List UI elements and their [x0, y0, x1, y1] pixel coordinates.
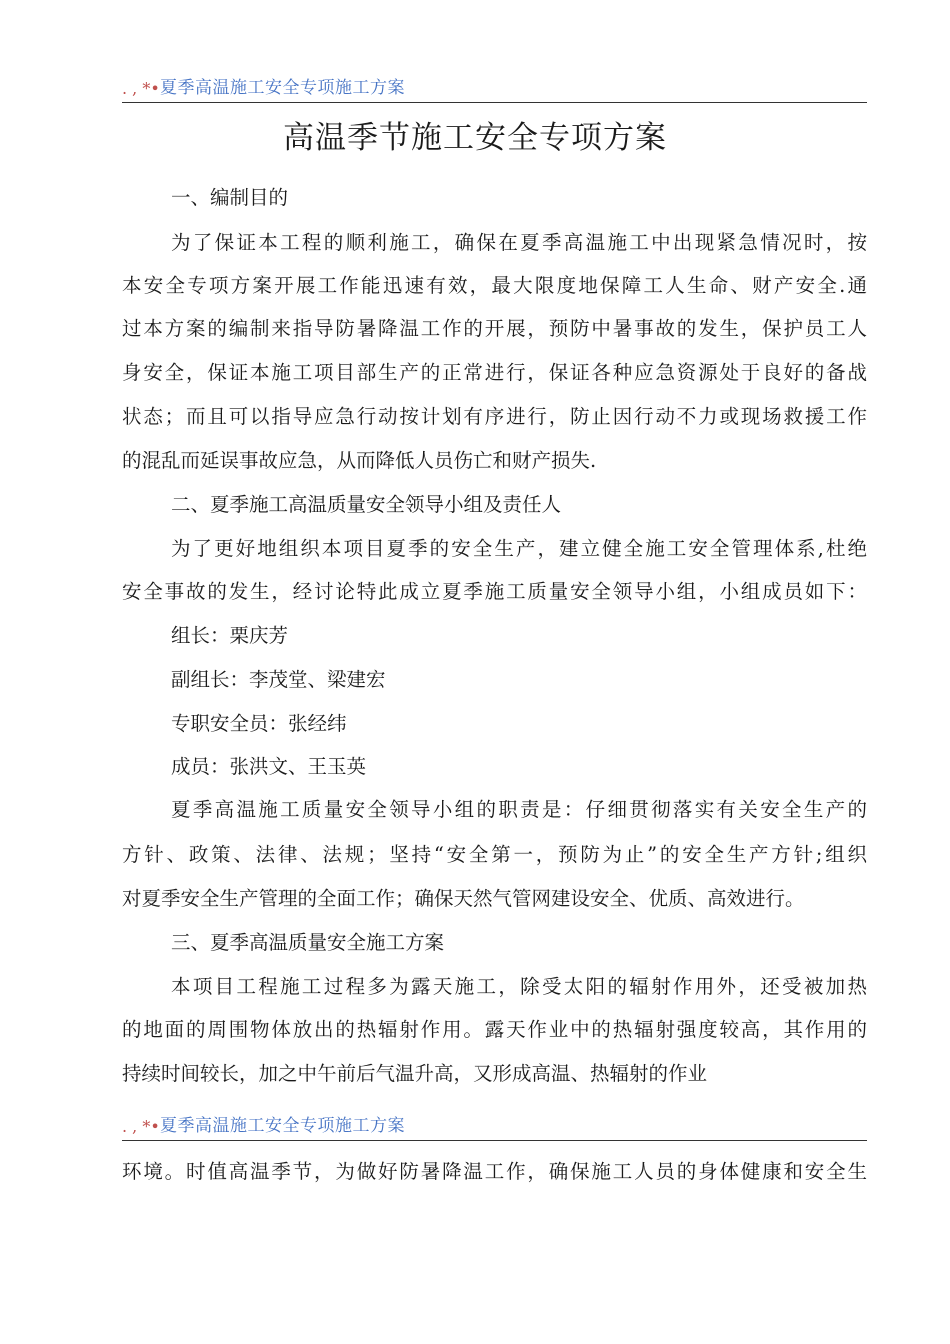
page-header: [122, 72, 867, 103]
section-heading: 二、夏季施工高温质量安全领导小组及责任人: [171, 493, 562, 516]
paragraph-line: 身安全，保证本施工项目部生产的正常进行，保证各种应急资源处于良好的备战: [122, 361, 867, 384]
paragraph-line: 的混乱而延误事故应急，从而降低人员伤亡和财产损失.: [122, 449, 597, 472]
paragraph-line: 过本方案的编制来指导防暑降温工作的开展，预防中暑事故的发生，保护员工人: [122, 317, 867, 340]
member-line: 专职安全员：张经纬: [171, 712, 347, 735]
header-mark: . , *•: [122, 79, 160, 98]
paragraph-line: 本安全专项方案开展工作能迅速有效，最大限度地保障工人生命、财产安全.通: [122, 274, 867, 297]
header-mark: . , *•: [122, 1117, 160, 1136]
paragraph-line: 本项目工程施工过程多为露天施工，除受太阳的辐射作用外，还受被加热: [171, 975, 867, 998]
section-heading: 一、编制目的: [171, 186, 289, 209]
paragraph-line: 为了保证本工程的顺利施工，确保在夏季高温施工中出现紧急情况时，按: [171, 231, 867, 254]
member-line: 组长：栗庆芳: [171, 624, 289, 647]
header-title: 夏季高温施工安全专项施工方案: [160, 78, 405, 98]
paragraph-line: 夏季高温施工质量安全领导小组的职责是：仔细贯彻落实有关安全生产的: [171, 798, 867, 821]
paragraph-line: 的地面的周围物体放出的热辐射作用。露天作业中的热辐射强度较高，其作用的: [122, 1018, 867, 1041]
section-heading: 三、夏季高温质量安全施工方案: [171, 931, 445, 954]
paragraph-line: 对夏季安全生产管理的全面工作；确保天然气管网建设安全、优质、高效进行。: [122, 887, 805, 910]
document-title: 高温季节施工安全专项方案: [283, 120, 667, 156]
member-line: 副组长：李茂堂、梁建宏: [171, 668, 386, 691]
page-header: [122, 1110, 867, 1141]
paragraph-line: 状态；而且可以指导应急行动按计划有序进行，防止因行动不力或现场救援工作: [122, 405, 867, 428]
paragraph-line: 安全事故的发生，经讨论特此成立夏季施工质量安全领导小组，小组成员如下：: [122, 580, 867, 603]
paragraph-line: 环境。时值高温季节，为做好防暑降温工作，确保施工人员的身体健康和安全生: [122, 1160, 867, 1183]
header-title: 夏季高温施工安全专项施工方案: [160, 1116, 405, 1136]
paragraph-line: 为了更好地组织本项目夏季的安全生产，建立健全施工安全管理体系,杜绝: [171, 537, 867, 560]
paragraph-line: 方针、政策、法律、法规；坚持“安全第一，预防为止”的安全生产方针;组织: [122, 843, 867, 866]
member-line: 成员：张洪文、王玉英: [171, 755, 367, 778]
paragraph-line: 持续时间较长，加之中午前后气温升高，又形成高温、热辐射的作业: [122, 1062, 708, 1085]
